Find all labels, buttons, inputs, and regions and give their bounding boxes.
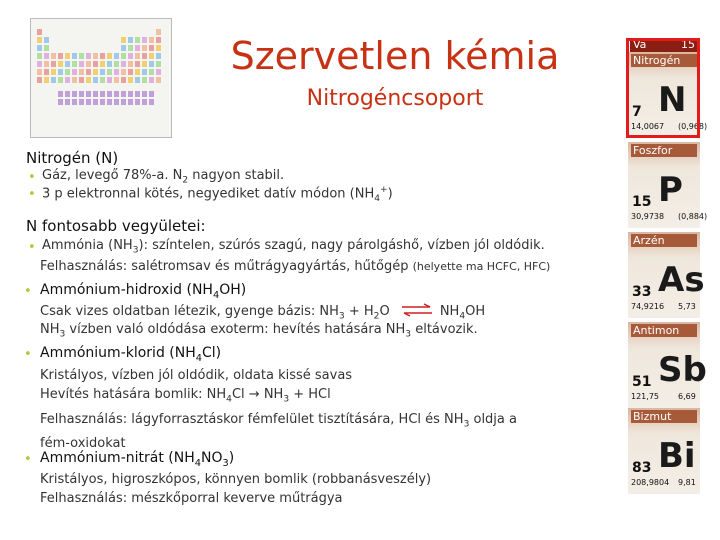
element-mass: 208,9804	[631, 478, 670, 487]
ammonium-chloride-line-4: fém-oxidokat	[40, 436, 126, 452]
ammonium-chloride-title: Ammónium-klorid $(NH_4Cl)$	[40, 345, 222, 364]
element-card-antimony	[628, 322, 707, 408]
ammonia-line: Ammónia $(NH_3)$: színtelen, szúrós szagú, nagy párolgáshő, vízben jól oldódik.	[42, 238, 545, 256]
ammonium-hydroxide-line-1: Csak vizes oldatban létezik, gyenge bázis: $NH_3 + H_2O$ $NH_4OH$	[40, 304, 486, 322]
element-en: (0,968)	[678, 122, 708, 131]
intro-bullet-2: 3 p elektronnal kötés, negyediket datív módon $(NH_4^+)$	[42, 185, 393, 204]
bullet-icon: •	[28, 187, 36, 202]
group-number: 15	[681, 38, 695, 51]
ammonium-chloride-body	[40, 366, 517, 453]
equilibrium-arrow-icon	[400, 303, 434, 317]
bullet-icon: •	[24, 284, 32, 299]
element-name: Antimon	[631, 324, 697, 337]
compounds-heading: N fontosabb vegyületei:	[26, 217, 206, 235]
page-title: Szervetlen kémia	[230, 34, 560, 78]
ammonium-chloride-line-3: Felhasználás: lágyforrasztáskor fémfelület tisztítására, HCl és $NH_3$ oldja a	[40, 411, 517, 430]
element-symbol: P	[658, 170, 683, 210]
element-number: 33	[632, 284, 652, 300]
element-en: 9,81	[678, 478, 696, 487]
ammonium-hydroxide-title: Ammónium-hidroxid $(NH_4OH)$	[40, 282, 247, 301]
element-symbol: As	[658, 260, 705, 300]
ammonium-nitrate-line-2: Felhasználás: mészkőporral keverve műtrágya	[40, 491, 343, 506]
bullet-icon: •	[24, 347, 32, 362]
bullet-icon: •	[24, 452, 32, 467]
element-symbol: N	[658, 80, 687, 120]
intro-bullet-1: Gáz, levegő 78%-a. $N_2$ nagyon stabil.	[42, 168, 285, 186]
element-group-column	[628, 38, 708, 493]
element-mass: 30,9738	[631, 212, 665, 221]
element-number: 83	[632, 460, 652, 476]
element-number: 15	[632, 194, 652, 210]
element-name: Nitrogén	[631, 54, 697, 67]
element-number: 7	[632, 104, 642, 120]
element-en: 5,73	[678, 302, 696, 311]
element-name: Arzén	[631, 234, 697, 247]
element-mass: 74,9216	[631, 302, 665, 311]
element-number: 51	[632, 374, 652, 390]
element-card-bismuth	[628, 408, 700, 494]
element-name: Foszfor	[631, 144, 697, 157]
element-en: (0,884)	[678, 212, 708, 221]
ammonium-nitrate-line-1: Kristályos, higroszkópos, könnyen bomlik (robbanásveszély)	[40, 472, 432, 487]
page-subtitle: Nitrogéncsoport	[306, 86, 484, 111]
element-name: Bizmut	[631, 410, 697, 423]
element-symbol: Bi	[658, 436, 696, 476]
nitrogen-highlight-box	[626, 38, 700, 138]
element-card-phosphorus	[628, 142, 708, 228]
nitrogen-heading: Nitrogén (N)	[26, 149, 119, 167]
bullet-icon: •	[28, 240, 36, 255]
group-name: Va	[633, 38, 647, 51]
ammonium-chloride-line-2: Hevítés hatására bomlik: $NH_4Cl \to NH_3$ + HCl	[40, 387, 331, 405]
ammonium-hydroxide-line-2: $NH_3$ vízben való oldódása exoterm: hevítés hatására $NH_3$ eltávozik.	[40, 322, 478, 340]
ammonium-nitrate-body	[40, 470, 431, 508]
ammonia-use: Felhasználás: salétromsav és műtrágyagyártás, hűtőgép (helyette ma HCFC, HFC)	[40, 259, 551, 274]
element-mass: 121,75	[631, 392, 659, 401]
element-card-arsenic	[628, 232, 705, 318]
ammonium-nitrate-title: Ammónium-nitrát $(NH_4NO_3)$	[40, 450, 235, 469]
element-symbol: Sb	[658, 350, 707, 390]
bullet-icon: •	[28, 170, 36, 185]
element-mass: 14,0067	[631, 122, 665, 131]
element-en: 6,69	[678, 392, 696, 401]
ammonium-chloride-line-1: Kristályos, vízben jól oldódik, oldata kissé savas	[40, 368, 353, 383]
